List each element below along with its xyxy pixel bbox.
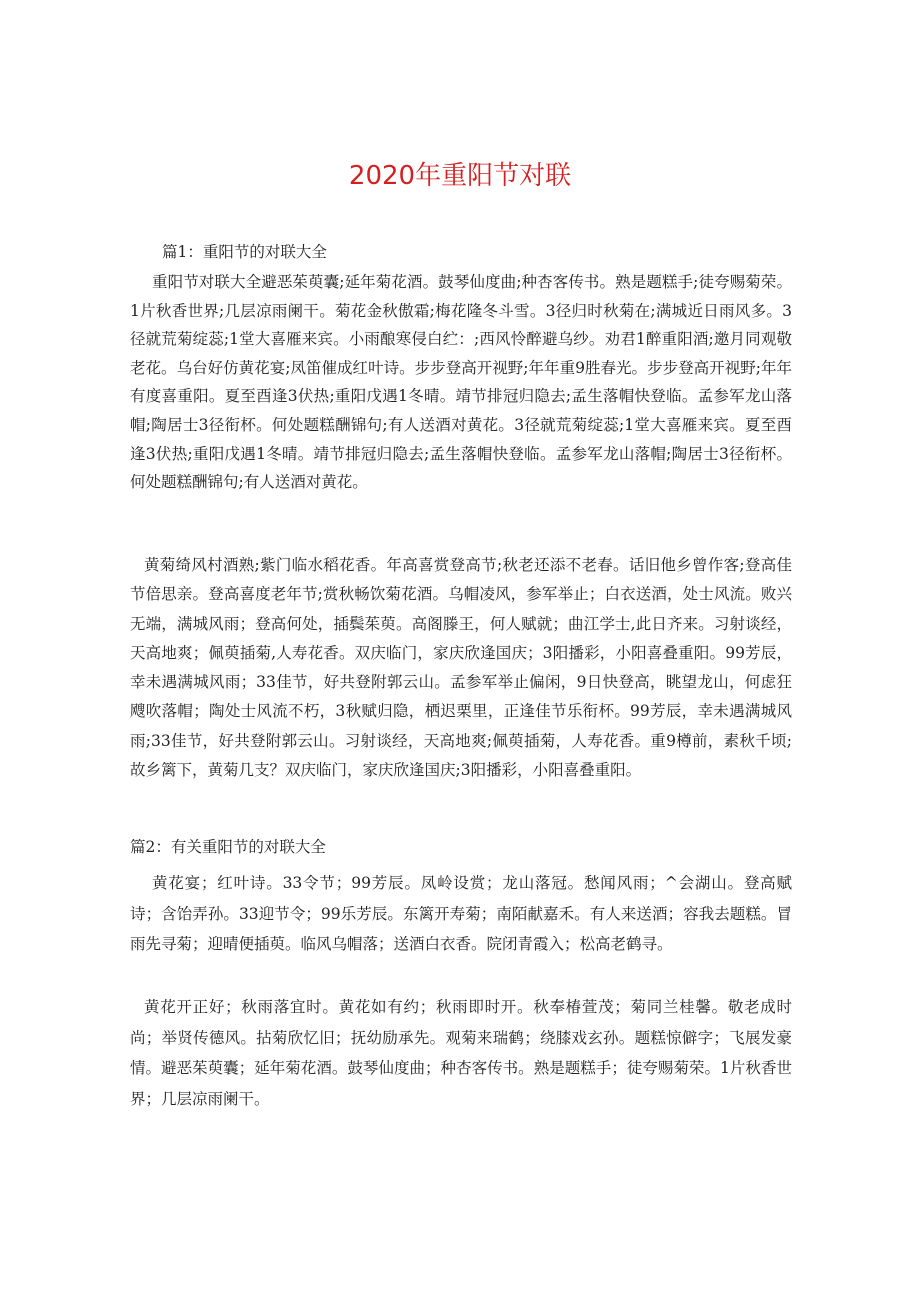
section1-paragraph2: 黄菊绮风村酒熟;紫门临水稻花香。年高喜赏登高节;秋老还添不老春。话旧他乡曾作客;登高佳节倍思亲。登高喜度老年节;赏秋畅饮菊花酒。乌帽凌风，参军举止；白衣送酒，处士风流。败兴无端，满城风雨；登高何处，插鬓茱萸。高阁滕王，何人赋就；曲江学士,此日齐来。习射谈经，天高地爽；佩萸插菊,人寿花香。双庆临门，家庆欣逢国庆；3阳播彩，小阳喜叠重阳。99芳辰，幸未遇满城风雨；33佳节，好共登附郭云山。孟参军举止偏闲，9日快登高，眺望龙山，何虑狂飕吹落帽；陶处士风流不朽，3秋赋归隐，栖迟栗里，正逢佳节乐衔杯。99芳辰，幸未遇满城风雨;33佳节，好共登附郭云山。习射谈经，天高地爽;佩萸插菊，人寿花香。重9樽前，素秋千顷;故乡篱下，黄菊几支？双庆临门，家庆欣逢国庆;3阳播彩，小阳喜叠重阳。 bbox=[130, 556, 792, 780]
document-title: 2020年重阳节对联 bbox=[348, 161, 572, 191]
section1-paragraph1: 重阳节对联大全避恶茱萸囊;延年菊花酒。鼓琴仙度曲;种杏客传书。熟是题糕手;徒夸赐菊荣。1片秋香世界;几层凉雨阑干。菊花金秋傲霜;梅花隆冬斗雪。3径归时秋菊在;满城近日雨风多。3径就荒菊绽蕊;1堂大喜雁来宾。小雨酿寒侵白纻：;西风怜醉避乌纱。劝君1醉重阳酒;邀月同观敬老花。乌台好仿黄花宴;凤笛催成红叶诗。步步登高开视野;年年重9胜春光。步步登高开视野;年年有度喜重阳。夏至酉逢3伏热;重阳戊遇1冬晴。靖节排冠归隐去;孟生落帽快登临。孟参军龙山落帽;陶居士3径衔杯。何处题糕酬锦句;有人送酒对黄花。3径就荒菊绽蕊;1堂大喜雁来宾。夏至酉逢3伏热;重阳戊遇1冬晴。靖节排冠归隐去;孟生落帽快登临。孟参军龙山落帽;陶居士3径衔杯。何处题糕酬锦句;有人送酒对黄花。 bbox=[130, 273, 792, 492]
section1-heading: 篇1：重阳节的对联大全 bbox=[162, 243, 327, 261]
section2-paragraph1: 黄花宴；红叶诗。33令节；99芳辰。凤岭设赏；龙山落冠。愁闻风雨；^会湖山。登高赋诗；含饴弄孙。33迎节令；99乐芳辰。东篱开寿菊；南陌献嘉禾。有人来送酒；容我去题糕。冒雨先寻菊；迎晴便插萸。临风乌帽落；送酒白衣香。院闭青霞入；松高老鹤寻。 bbox=[130, 874, 792, 954]
section2-heading: 篇2：有关重阳节的对联大全 bbox=[130, 838, 326, 856]
section2-paragraph2: 黄花开正好；秋雨落宜时。黄花如有约；秋雨即时开。秋奉椿萱茂；菊同兰桂馨。敬老成时尚；举贤传德风。拈菊欣忆旧；抚幼励承先。观菊来瑞鹤；绕膝戏玄孙。题糕惊僻字；飞展发豪情。避恶茱萸囊；延年菊花酒。鼓琴仙度曲；种杏客传书。熟是题糕手；徒夸赐菊荣。1片秋香世界；几层凉雨阑干。 bbox=[130, 998, 792, 1109]
